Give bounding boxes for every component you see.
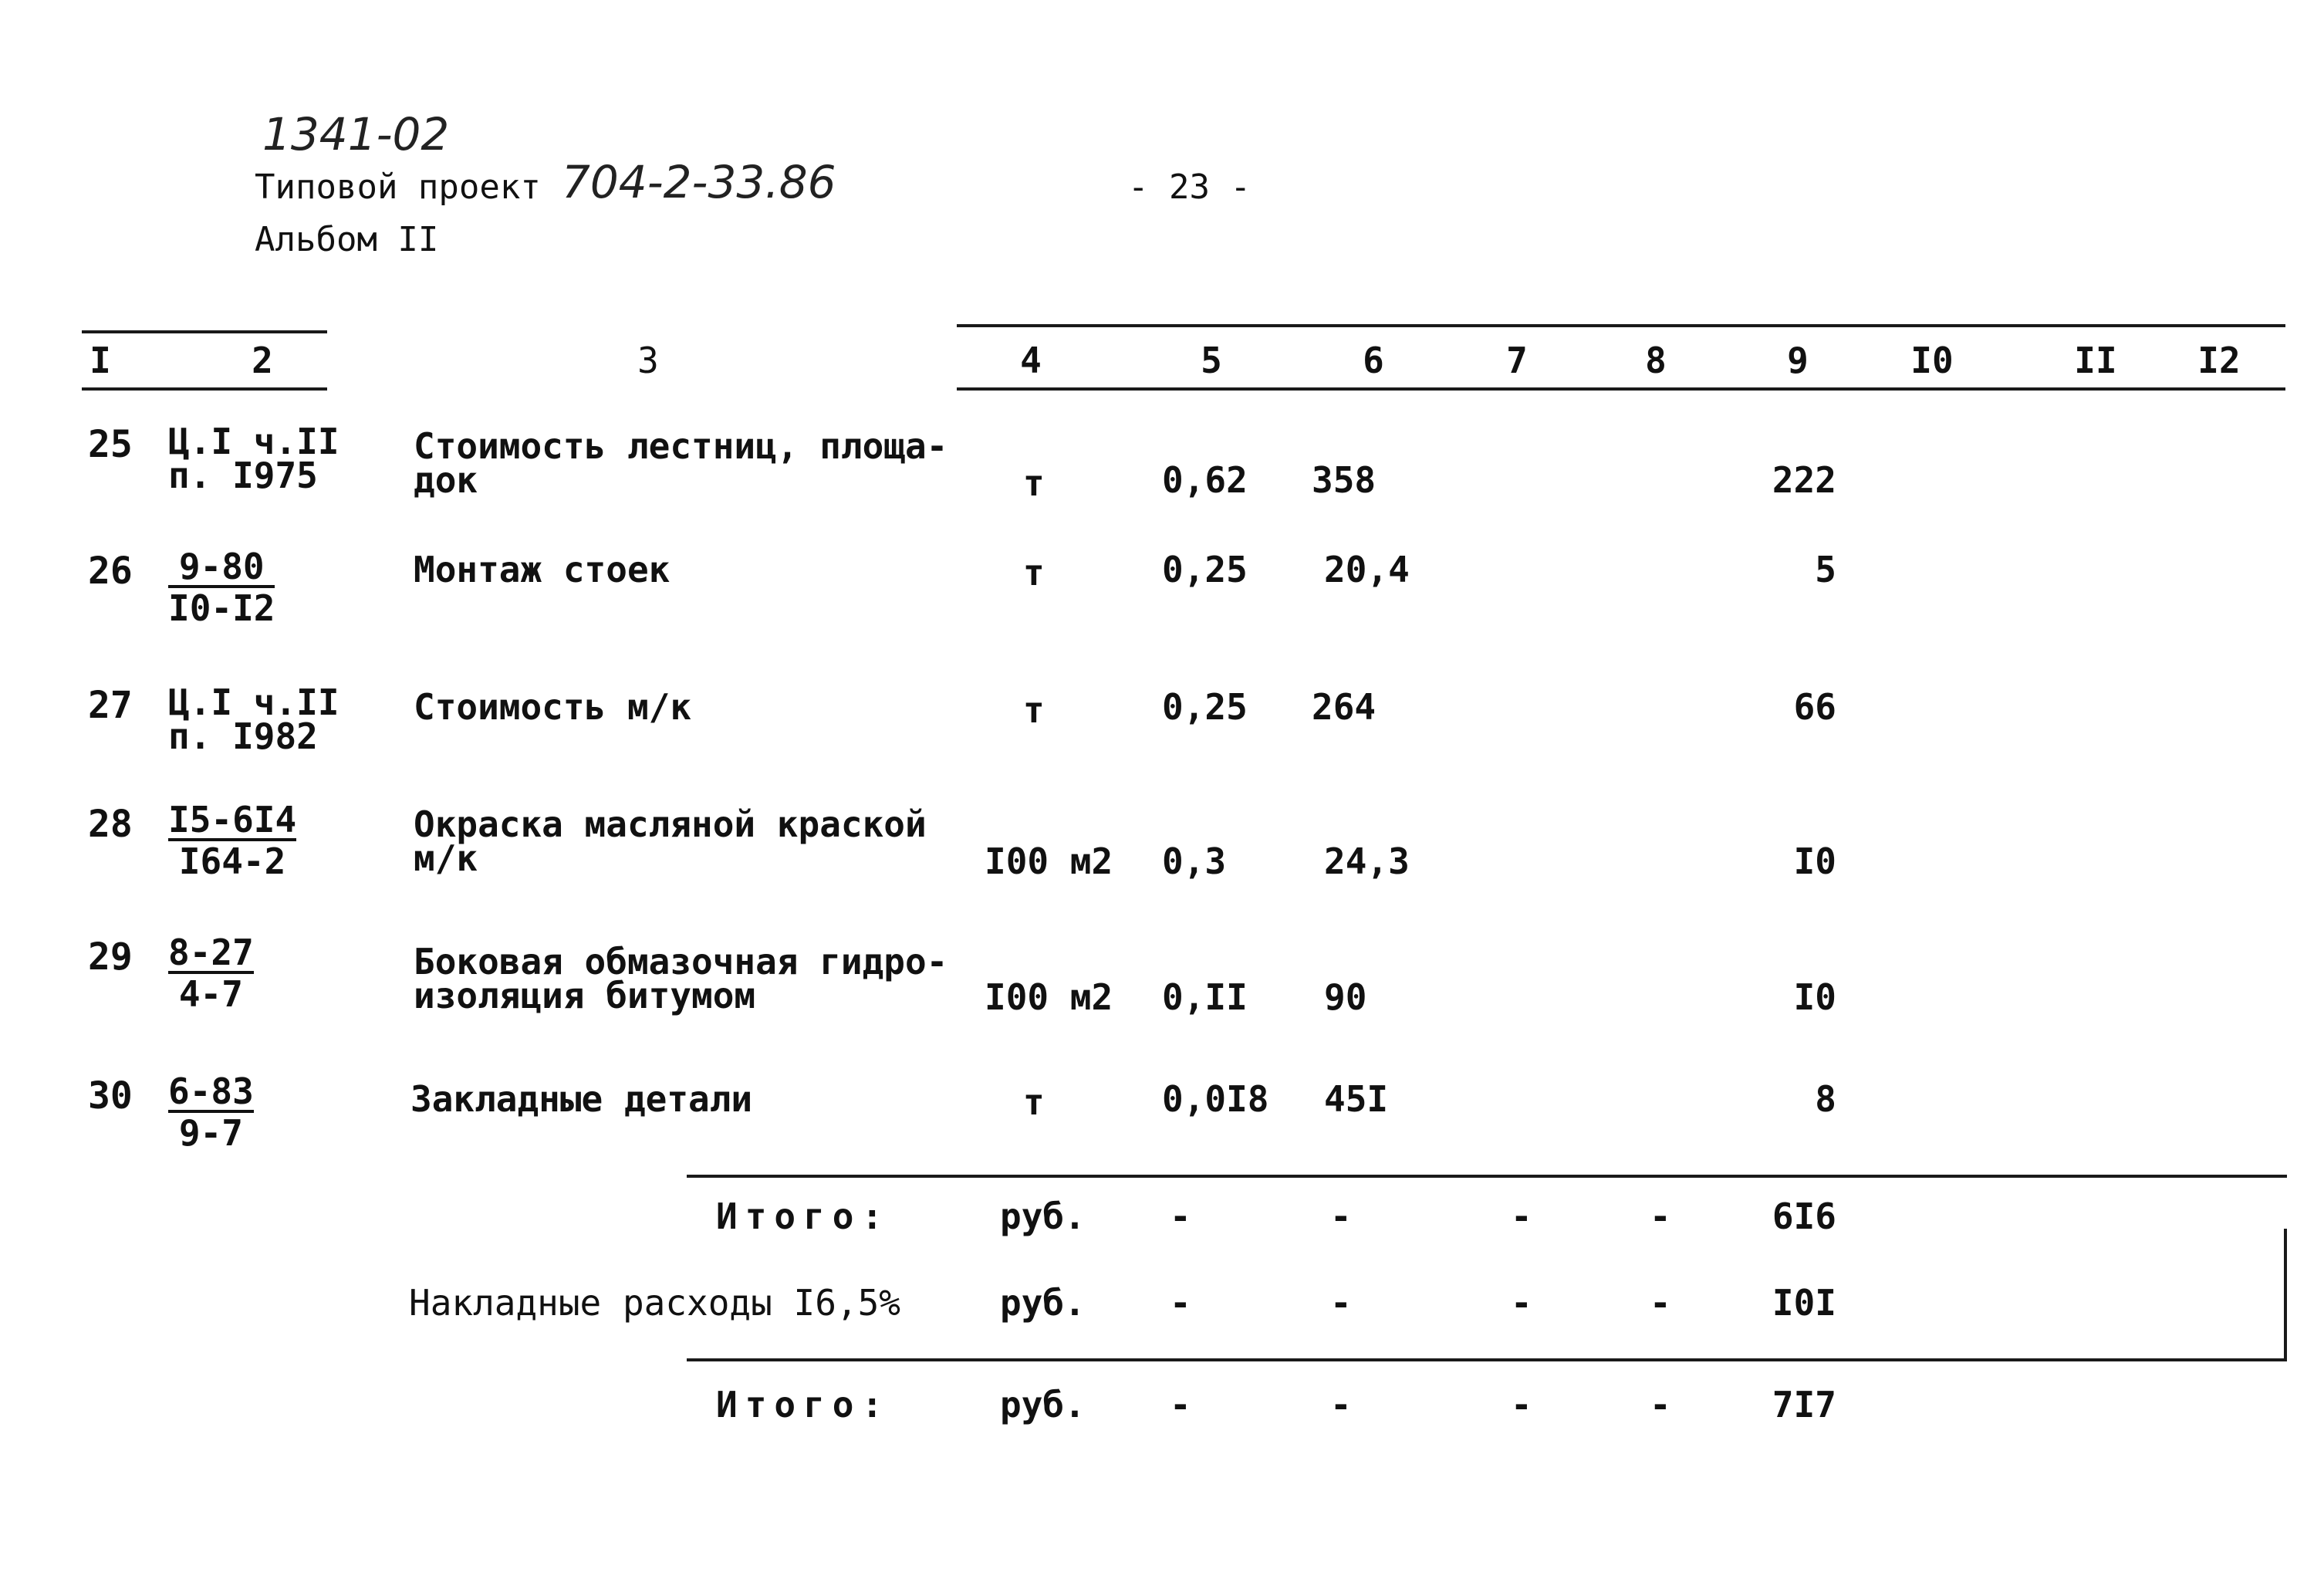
row-code-line2: п. I982 [168, 715, 318, 757]
row-code-denominator: 9-7 [178, 1112, 243, 1154]
row-code [168, 932, 254, 1015]
album-label: Альбом II [255, 220, 439, 259]
row-code-fraction [168, 1070, 254, 1154]
row-number: 28 [88, 803, 133, 846]
summary-rule-middle [687, 1358, 2287, 1361]
row-unit: I00 м2 [985, 840, 1113, 882]
row-description [414, 941, 948, 1016]
summary-unit: руб. [1000, 1196, 1086, 1237]
row-description [414, 425, 948, 501]
project-label: Типовой проект [255, 167, 541, 207]
summary-total: 7I7 [1772, 1384, 1836, 1426]
summary-unit: руб. [1000, 1282, 1086, 1324]
row-code [168, 1070, 254, 1154]
row-unit: т [1023, 462, 1045, 504]
summary-col8: - [1650, 1384, 1671, 1426]
column-header-11: II [2074, 340, 2117, 381]
row-description-line1: Стоимость лестниц, площа- [414, 425, 948, 467]
row-description-line1: Окраска масляной краской [414, 803, 927, 845]
column-header-2: 2 [252, 340, 273, 381]
row-number: 27 [88, 684, 133, 727]
row-description [414, 549, 671, 590]
row-code-numerator: 6-83 [168, 1070, 254, 1112]
row-code-fraction [168, 932, 254, 1015]
row-unit-price: 358 [1312, 459, 1376, 501]
summary-label: Итого: [716, 1196, 891, 1237]
row-description-line1: Стоимость м/к [414, 686, 692, 728]
summary-col5: - [1170, 1384, 1191, 1426]
row-unit-price: 264 [1312, 686, 1376, 728]
row-code-numerator: 8-27 [168, 932, 254, 973]
row-description [414, 686, 692, 728]
column-header-12: I2 [2197, 340, 2241, 381]
row-description-line1: Закладные детали [410, 1078, 753, 1120]
row-code-line1: Ц.I ч.II [168, 681, 339, 723]
row-quantity: 0,25 [1162, 549, 1248, 590]
summary-col5: - [1170, 1196, 1191, 1237]
row-code-fraction [168, 799, 297, 882]
row-description [410, 1078, 753, 1120]
summary-col6: - [1330, 1384, 1352, 1426]
row-code-numerator: I5-6I4 [168, 799, 297, 840]
row-total: 5 [1815, 549, 1836, 590]
summary-col7: - [1511, 1196, 1532, 1237]
summary-total: I0I [1772, 1282, 1836, 1324]
row-description-line2: док [414, 459, 478, 501]
summary-label: Итого: [716, 1384, 891, 1426]
row-quantity: 0,62 [1162, 459, 1248, 501]
project-number: 704-2-33.86 [562, 156, 836, 208]
row-total: 8 [1815, 1078, 1836, 1120]
summary-rule-top [687, 1175, 2287, 1178]
row-code-line1: Ц.I ч.II [168, 421, 339, 462]
row-quantity: 0,0I8 [1162, 1078, 1269, 1120]
row-code [168, 421, 339, 496]
row-total: I0 [1793, 840, 1836, 882]
summary-unit: руб. [1000, 1384, 1086, 1426]
row-code [168, 799, 297, 882]
column-header-1: I [90, 340, 111, 381]
row-quantity: 0,II [1162, 976, 1248, 1018]
row-unit-price: 45I [1324, 1078, 1389, 1120]
handwritten-code: 1341-02 [262, 108, 450, 161]
row-number: 25 [88, 423, 133, 466]
row-code-denominator: 4-7 [178, 973, 243, 1015]
row-code-denominator: I64-2 [178, 840, 286, 882]
column-header-8: 8 [1645, 340, 1667, 381]
row-unit-price: 20,4 [1324, 549, 1410, 590]
summary-col5: - [1170, 1282, 1191, 1324]
row-number: 29 [88, 935, 133, 979]
row-unit: т [1023, 552, 1045, 594]
row-number: 26 [88, 550, 133, 593]
summary-col7: - [1511, 1282, 1532, 1324]
row-total: 66 [1793, 686, 1836, 728]
summary-col8: - [1650, 1282, 1671, 1324]
header-rule-bottom-right [957, 387, 2285, 391]
row-number: 30 [88, 1074, 133, 1118]
row-code-line2: п. I975 [168, 455, 318, 496]
column-header-4: 4 [1020, 340, 1042, 381]
summary-label: Накладные расходы I6,5% [409, 1282, 900, 1324]
summary-rule-right [2284, 1229, 2287, 1361]
summary-col6: - [1330, 1282, 1352, 1324]
column-header-9: 9 [1787, 340, 1809, 381]
summary-col7: - [1511, 1384, 1532, 1426]
column-header-10: I0 [1910, 340, 1954, 381]
column-header-7: 7 [1506, 340, 1528, 381]
page-number: - 23 - [1128, 167, 1251, 207]
row-code-fraction [168, 546, 275, 629]
row-code-numerator: 9-80 [168, 550, 275, 588]
row-unit-price: 24,3 [1324, 840, 1410, 882]
header-rule-top-right [957, 324, 2285, 327]
row-quantity: 0,3 [1162, 840, 1227, 882]
row-unit-price: 90 [1324, 976, 1367, 1018]
column-header-5: 5 [1201, 340, 1222, 381]
row-code-denominator: I0-I2 [168, 587, 275, 629]
row-quantity: 0,25 [1162, 686, 1248, 728]
summary-col8: - [1650, 1196, 1671, 1237]
header-rule-top-left [82, 330, 327, 333]
row-code [168, 546, 275, 629]
row-unit: I00 м2 [985, 976, 1113, 1018]
row-unit: т [1023, 1081, 1045, 1123]
column-header-3: 3 [637, 340, 659, 381]
row-description-line1: Монтаж стоек [414, 549, 671, 590]
column-header-6: 6 [1363, 340, 1384, 381]
row-unit: т [1023, 689, 1045, 731]
row-total: 222 [1772, 459, 1836, 501]
summary-total: 6I6 [1772, 1196, 1836, 1237]
row-description [414, 803, 927, 879]
summary-col6: - [1330, 1196, 1352, 1237]
row-code [168, 681, 339, 757]
row-description-line1: Боковая обмазочная гидро- [414, 941, 948, 982]
row-description-line2: изоляция битумом [414, 975, 756, 1016]
header-rule-bottom-left [82, 387, 327, 391]
row-description-line2: м/к [414, 837, 478, 879]
row-total: I0 [1793, 976, 1836, 1018]
